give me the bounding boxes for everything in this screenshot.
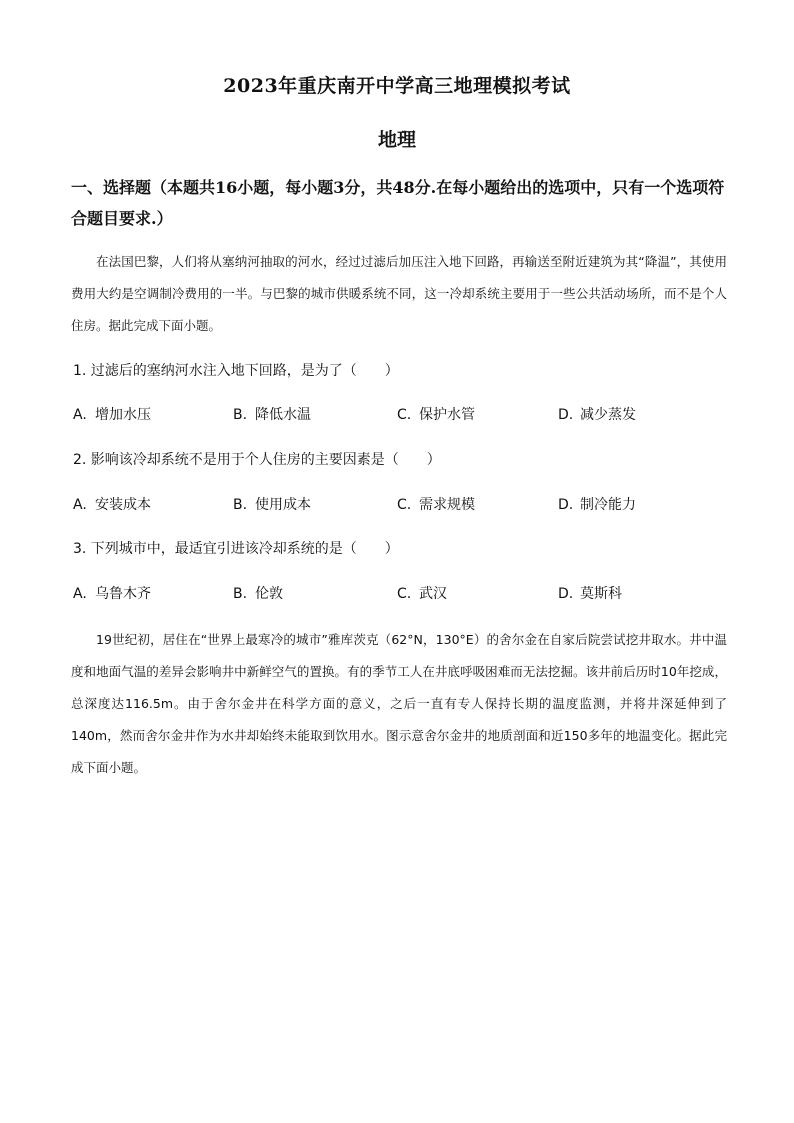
option-key: C. xyxy=(397,497,412,513)
option-text: 武汉 xyxy=(419,586,447,602)
reading-passage-1 xyxy=(71,246,727,342)
question-2-stem: 2. 影响该冷却系统不是用于个人住房的主要因素是（ ） xyxy=(73,452,441,468)
option-key: A. xyxy=(73,497,87,513)
option-text: 乌鲁木齐 xyxy=(95,586,151,602)
option-key: C. xyxy=(397,407,412,423)
option-key: B. xyxy=(233,407,248,423)
option-text: 增加水压 xyxy=(95,407,151,423)
option-key: C. xyxy=(397,586,412,602)
option-b[interactable] xyxy=(233,583,283,603)
option-text: 莫斯科 xyxy=(580,586,622,602)
option-text: 需求规模 xyxy=(419,497,475,513)
exam-title: 2023年重庆南开中学高三地理模拟考试 xyxy=(223,75,571,97)
question-1-stem: 1. 过滤后的塞纳河水注入地下回路，是为了（ ） xyxy=(73,363,399,379)
passage-text: 在法国巴黎，人们将从塞纳河抽取的河水，经过过滤后加压注入地下回路，再输送至附近建筑为其“降温”，其使用费用大约是空调制冷费用的一半。与巴黎的城市供暖系统不同，这一冷却系统主要用于一些公共活动场所，而不是个人住房。据此完成下面小题。 xyxy=(71,254,727,333)
option-key: B. xyxy=(233,497,248,513)
passage-text: 19世纪初，居住在“世界上最寒冷的城市”雅库茨克（62°N，130°E）的舍尔金在自家后院尝试挖井取水。井中温度和地面气温的差异会影响井中新鲜空气的置换。有的季节工人在井底呼吸困难而无法挖掘。该井前后历时10年挖成，总深度达116.5m。由于舍尔金井在科学方面的意义，之后一直有专人保持长期的温度监测，并将井深延伸到了140m，然而舍尔金井作为水井却始终未能取到饮用水。图示意舍尔金井的地质剖面和近150多年的地温变化。据此完成下面小题。 xyxy=(71,632,727,775)
option-key: A. xyxy=(73,407,87,423)
question-2-options xyxy=(73,494,733,514)
subject-title: 地理 xyxy=(377,129,416,151)
option-key: D. xyxy=(558,586,574,602)
option-b[interactable] xyxy=(233,494,311,514)
option-key: D. xyxy=(558,407,574,423)
option-a[interactable] xyxy=(73,583,151,603)
question-3-options xyxy=(73,583,733,603)
question-3-stem: 3. 下列城市中，最适宜引进该冷却系统的是（ ） xyxy=(73,541,399,557)
option-a[interactable] xyxy=(73,494,151,514)
option-d[interactable] xyxy=(558,404,636,424)
section-heading: 一、选择题（本题共16小题，每小题3分，共48分.在每小题给出的选项中，只有一个选项符合题目要求.） xyxy=(71,178,725,228)
option-a[interactable] xyxy=(73,404,151,424)
option-text: 安装成本 xyxy=(95,497,151,513)
option-text: 制冷能力 xyxy=(580,497,636,513)
option-text: 减少蒸发 xyxy=(580,407,636,423)
option-text: 降低水温 xyxy=(255,407,311,423)
option-text: 保护水管 xyxy=(419,407,475,423)
option-b[interactable] xyxy=(233,404,311,424)
option-key: D. xyxy=(558,497,574,513)
option-c[interactable] xyxy=(397,583,447,603)
option-d[interactable] xyxy=(558,494,636,514)
option-text: 使用成本 xyxy=(255,497,311,513)
question-1-options xyxy=(73,404,733,424)
option-text: 伦敦 xyxy=(255,586,283,602)
option-key: A. xyxy=(73,586,87,602)
option-c[interactable] xyxy=(397,404,475,424)
reading-passage-2 xyxy=(71,624,727,784)
option-key: B. xyxy=(233,586,248,602)
option-c[interactable] xyxy=(397,494,475,514)
option-d[interactable] xyxy=(558,583,622,603)
